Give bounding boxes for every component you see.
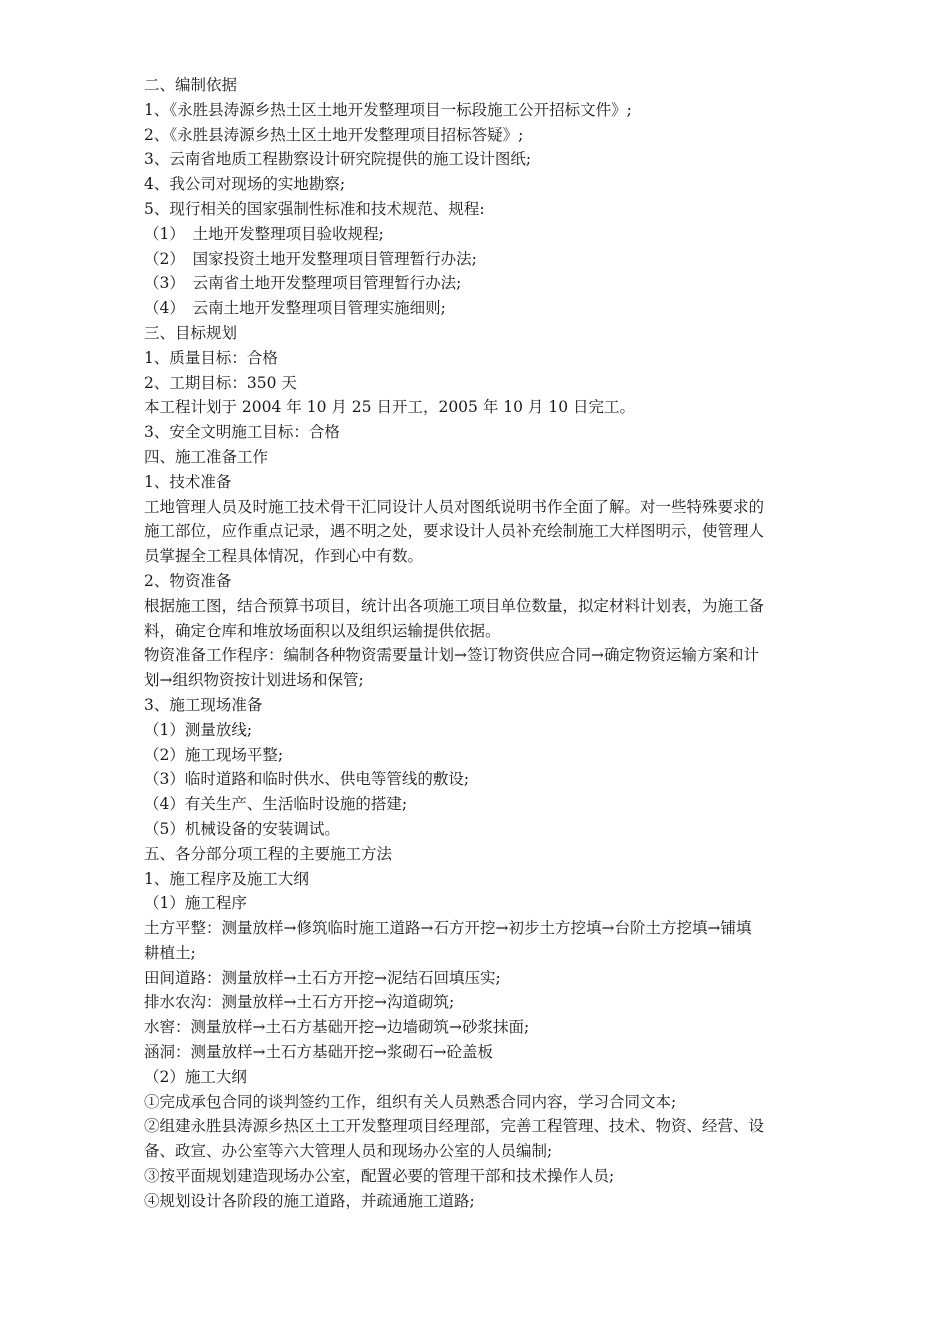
sub-list-item: （1） 土地开发整理项目验收规程; [144, 224, 384, 243]
paragraph-line: 排水农沟：测量放样→土石方开挖→沟道砌筑; [144, 993, 455, 1012]
paragraph-line: 料，确定仓库和堆放场面积以及组织运输提供依据。 [144, 621, 501, 640]
sub-list-item: （4） 云南土地开发整理项目管理实施细则; [144, 299, 446, 318]
section-heading: 二、编制依据 [144, 76, 238, 94]
list-item: ③按平面规划建造现场办公室，配置必要的管理干部和技术操作人员; [144, 1167, 615, 1186]
list-item: ④规划设计各阶段的施工道路，并疏通施工道路; [144, 1191, 475, 1210]
sub-list-item: （4）有关生产、生活临时设施的搭建; [144, 795, 408, 814]
list-item: 1、质量目标：合格 [144, 348, 278, 367]
list-item: 1、《永胜县涛源乡热土区土地开发整理项目一标段施工公开招标文件》; [144, 100, 632, 119]
list-item: 2、工期目标：350 天 [144, 373, 297, 392]
sub-list-item: （1）测量放线; [144, 720, 253, 739]
paragraph-line: 本工程计划于 2004 年 10 月 25 日开工，2005 年 10 月 10 日完工。 [144, 398, 635, 417]
subsection-heading: 2、物资准备 [144, 571, 232, 590]
paragraph-line: 工地管理人员及时施工技术骨干汇同设计人员对图纸说明书作全面了解。对一些特殊要求的 [144, 497, 765, 516]
paragraph-line: 田间道路：测量放样→土石方开挖→泥结石回填压实; [144, 968, 501, 987]
paragraph-line: 涵洞：测量放样→土石方基础开挖→浆砌石→砼盖板 [144, 1043, 493, 1062]
paragraph-line: 员掌握全工程具体情况，作到心中有数。 [144, 547, 424, 566]
sub-list-item: （2） 国家投资土地开发整理项目管理暂行办法; [144, 249, 477, 268]
sub-list-item: （5）机械设备的安装调试。 [144, 819, 340, 838]
paragraph-line: 划→组织物资按计划进场和保管; [144, 671, 364, 690]
paragraph-line: 备、政宣、办公室等六大管理人员和现场办公室的人员编制; [144, 1142, 553, 1161]
list-item: 4、我公司对现场的实地勘察; [144, 175, 346, 194]
sub-list-item: （2）施工大纲 [144, 1067, 247, 1086]
list-item: 3、安全文明施工目标：合格 [144, 423, 340, 442]
sub-list-item: （3） 云南省土地开发整理项目管理暂行办法; [144, 274, 462, 293]
list-item: 3、云南省地质工程勘察设计研究院提供的施工设计图纸; [144, 150, 532, 169]
paragraph-line: 物资准备工作程序：编制各种物资需要量计划→签订物资供应合同→确定物资运输方案和计 [144, 646, 759, 665]
section-heading: 五、各分部分项工程的主要施工方法 [144, 844, 393, 863]
section-heading: 四、施工准备工作 [144, 447, 269, 466]
paragraph-line: 根据施工图，结合预算书项目，统计出各项施工项目单位数量，拟定材料计划表，为施工备 [144, 596, 765, 615]
list-item: ②组建永胜县涛源乡热区土工开发整理项目经理部，完善工程管理、技术、物资、经营、设 [144, 1117, 765, 1136]
paragraph-line: 土方平整：测量放样→修筑临时施工道路→石方开挖→初步土方挖填→台阶土方挖填→铺填 [144, 919, 752, 938]
sub-list-item: （1）施工程序 [144, 894, 247, 913]
list-item: 2、《永胜县涛源乡热土区土地开发整理项目招标答疑》; [144, 125, 524, 144]
paragraph-line: 施工部位，应作重点记录，遇不明之处，要求设计人员补充绘制施工大样图明示，使管理人 [144, 522, 765, 541]
list-item: 5、现行相关的国家强制性标准和技术规范、规程: [144, 199, 485, 218]
subsection-heading: 3、施工现场准备 [144, 695, 263, 714]
subsection-heading: 1、施工程序及施工大纲 [144, 869, 309, 888]
subsection-heading: 1、技术准备 [144, 472, 232, 491]
document-page [144, 73, 814, 1214]
section-heading: 三、目标规划 [144, 323, 238, 342]
paragraph-line: 水窖：测量放样→土石方基础开挖→边墙砌筑→砂浆抹面; [144, 1018, 530, 1037]
sub-list-item: （2）施工现场平整; [144, 745, 284, 764]
paragraph-line: 耕植土; [144, 943, 196, 962]
sub-list-item: （3）临时道路和临时供水、供电等管线的敷设; [144, 770, 470, 789]
list-item: ①完成承包合同的谈判签约工作，组织有关人员熟悉合同内容，学习合同文本; [144, 1092, 677, 1111]
